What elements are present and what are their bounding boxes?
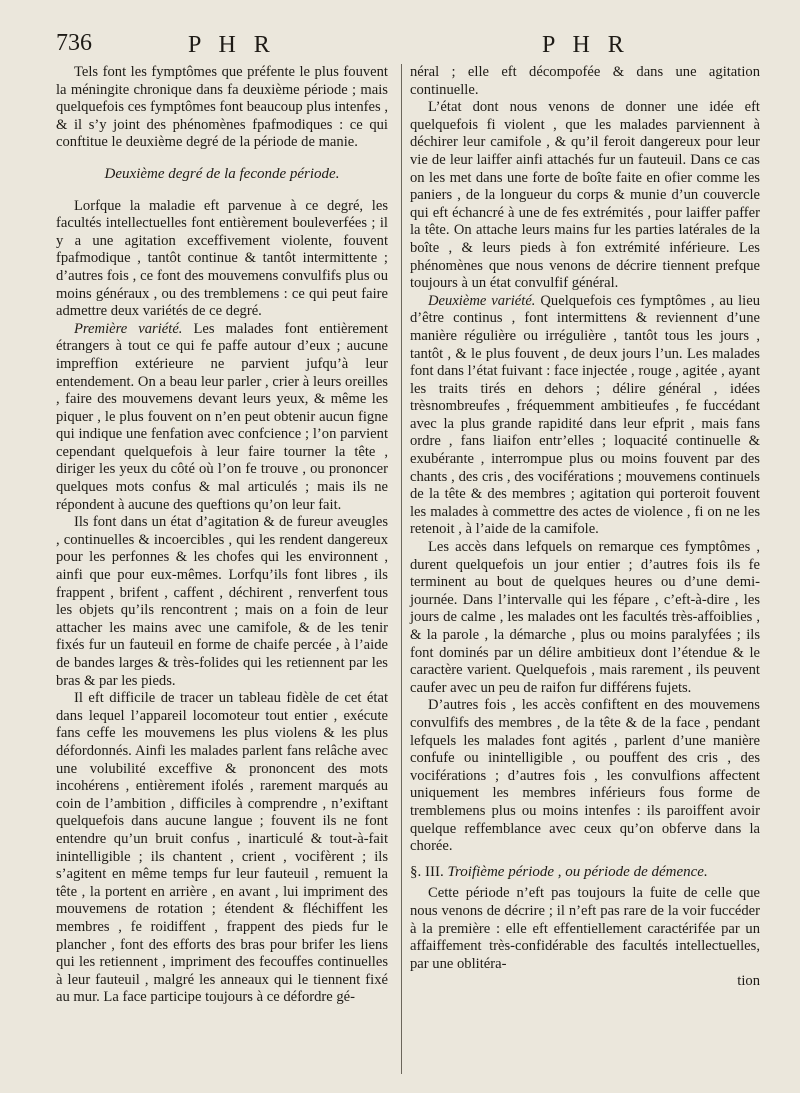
column-divider [401, 64, 402, 1074]
section-heading: Deuxième degré de la feconde période. [104, 165, 340, 182]
paragraph: Lorfque la maladie eft parvenue à ce degré, les facultés intellectuelles font entièrement bouleverfées ; il y a une agitation exceffivement violente, fouvent fpafmodique , tantôt continue & tantôt intermittente ; d’autres fois , ce font des mouvemens convulfifs plus ou moins généraux , ou des tremblemens : ce qui peut faire admettre deux variétés de ce degré. [56, 197, 388, 320]
paragraph: Cette période n’eft pas toujours la fuite de celle que nous venons de décrire ; il n’eft pas rare de la voir fuccéder à la première : elle eft effentiellement caractérifée par un affaiffement très-confidérable des facultés intellectuelles, par une oblitéra- [410, 885, 760, 972]
header-title-right: P H R [542, 32, 630, 58]
section-title: Troifième période , ou période de démence. [447, 863, 708, 880]
catchword: tion [737, 973, 760, 990]
left-column [56, 64, 388, 1007]
paragraph-text: Les malades font entièrement étrangers à tout ce qui fe paffe autour d’eux ; aucune impreffion extérieure ne parvient jufqu’à leur entendement. On a beau leur parler , crier à leurs oreilles , faire des mouvemens devant leurs yeux, & même les piquer , le plus fouvent on n’en peut obtenir aucun figne qui indique une fenfation avec confcience ; l’on parvient cependant quelquefois à leur faire tourner la tête , diriger les yeux du côté où l’on fe trouve , ou prononcer quelques mots confus & mal articulés ; mais ils ne répondent à aucune des queftions qu’on leur fait. [56, 320, 388, 513]
paragraph: Il eft difficile de tracer un tableau fidèle de cet état dans lequel l’appareil locomoteur tout entier , exécute fans ceffe les mouvemens les plus violens & les plus défordonnés. Ainfi les malades parlent fans relâche avec une volubilité exceffive & prononcent des mots incohérens , entièrement ifolés , rarement marqués au coin de l’ambition , difficiles à comprendre , n’exiftant quelquefois dans aucune langue ; fouvent ils ne font entendre qu’un bruit confus , inarticulé & tout-à-fait inintelligible ; ils chantent , crient , vocifèrent ; ils s’agitent en même temps fur leur fauteuil , remuent la tête , la portent en arrière , en avant , lui impriment des mouvemens de rotation ; étendent & fléchiffent les membres , fe roidiffent , frappent des pieds fur le plancher , font des efforts des bras pour brifer les liens qui les retiennent , impriment des fecouffes continuelles à leur fauteuil , malgré les anneaux qui le tiennent fixé au mur. La face participe toujours à ce défordre gé- [56, 690, 388, 1006]
section-number: §. III. [410, 863, 444, 880]
paragraph: D’autres fois , les accès confiftent en des mouvemens convulfifs des membres , de la tête & de la face , pendant lefquels les malades font agités , parlent d’une manière confufe ou inintelligible , ou pouffent des cris , des vociférations ; d’autres fois , les convulfions affectent uniquement les membres inférieurs fous forme de tremblemens plus ou moins intenfes : ils paroiffent avoir quelque reffemblance avec ceux qu’on obferve dans la chorée. [410, 697, 760, 855]
paragraph: Ils font dans un état d’agitation & de fureur aveugles , continuelles & incoercibles , qui les rendent dangereux pour les perfonnes & les chofes qui les environnent , ainfi que pour eux-mêmes. Lorfqu’ils font libres , ils frappent , brifent , caffent , déchirent , renverfent tous les objets qu’ils rencontrent ; mais on a foin de leur attacher les mains avec une camifole, & de les tenir fixés fur un fauteuil en forme de chaife percée , à l’aide de bandes larges & très-folides qui les retiennent par les bras & par les pieds. [56, 514, 388, 689]
section-heading-3 [410, 864, 760, 882]
header-title-left: P H R [188, 32, 276, 58]
paragraph: L’état dont nous venons de donner une idée eft quelquefois fi violent , que les malades parviennent à déchirer leur camifole , & qu’il feroit dangereux pour leur vie de leur laiffer ainfi attachés fur un fauteuil. Dans ce cas on les met dans une forte de boîte faite en ofier comme les paniers , de la longueur du corps & munie d’un couvercle qui eft échancré à une de fes extrémités , pour laiffer paffer la tête. On attache leurs mains fur les parties latérales de la boîte , & leurs pieds à fon extrémité inférieure. Les phénomènes que nous venons de décrire tiennent prefque toujours à un état convulfif général. [410, 99, 760, 292]
page-number: 736 [56, 30, 92, 56]
right-column [410, 64, 760, 991]
paragraph: néral ; elle eft décompofée & dans une agitation continuelle. [410, 64, 760, 98]
variety-label: Première variété. [74, 320, 183, 337]
paragraph: Tels font les fymptômes que préfente le plus fouvent la méningite chronique dans fa deuxième période ; mais quelquefois ces fymptômes font beaucoup plus intenfes , & il s’y joint des phénomènes fpafmodiques : ce qui conftitue le deuxième degré de la période de manie. [56, 64, 388, 151]
running-header [56, 30, 760, 66]
paragraph: Les accès dans lefquels on remarque ces fymptômes , durent quelquefois un jour entier ; d’autres fois ils fe terminent au bout de quelques heures ou d’une demi-journée. Dans l’intervalle qui les fépare , c’eft-à-dire , les jours de calme , les malades ont les facultés très-affoiblies , & la parole , la démarche , plus ou moins paralyfées ; ils font dominés par un délire ambitieux dont l’étendue & le caractère varient. Quelquefois , mais rarement , ils peuvent caufer avec un peu de raifon fur différens fujets. [410, 539, 760, 696]
paragraph [56, 321, 388, 515]
paragraph [410, 293, 760, 539]
paragraph-text: Quelquefois ces fymptômes , au lieu d’être continus , font intermittens & reviennent d’une manière régulière ou irrégulière , tantôt tous les jours , tantôt , & le plus fouvent , de deux jours l’un. Les malades font dans l’état fuivant : face injectée , rouge , agitée , ayant les traits tirés en dehors ; délire général , idées trèsnombreufes , fréquemment ambitieufes , fe fuccédant avec la plus grande rapidité dans leur efprit , mais fans ordre , fans liaifon entr’elles ; loquacité continuelle & exubérante , interrompue plus ou moins fouvent par des chants , des cris , des vociférations ; mouvemens continuels de la tête & des membres ; agitation qui porteroit fouvent les malades à commettre des actes de violence , fi on ne les retenoit , à l’aide de la camifole. [410, 292, 761, 538]
variety-label: Deuxième variété. [428, 292, 536, 309]
